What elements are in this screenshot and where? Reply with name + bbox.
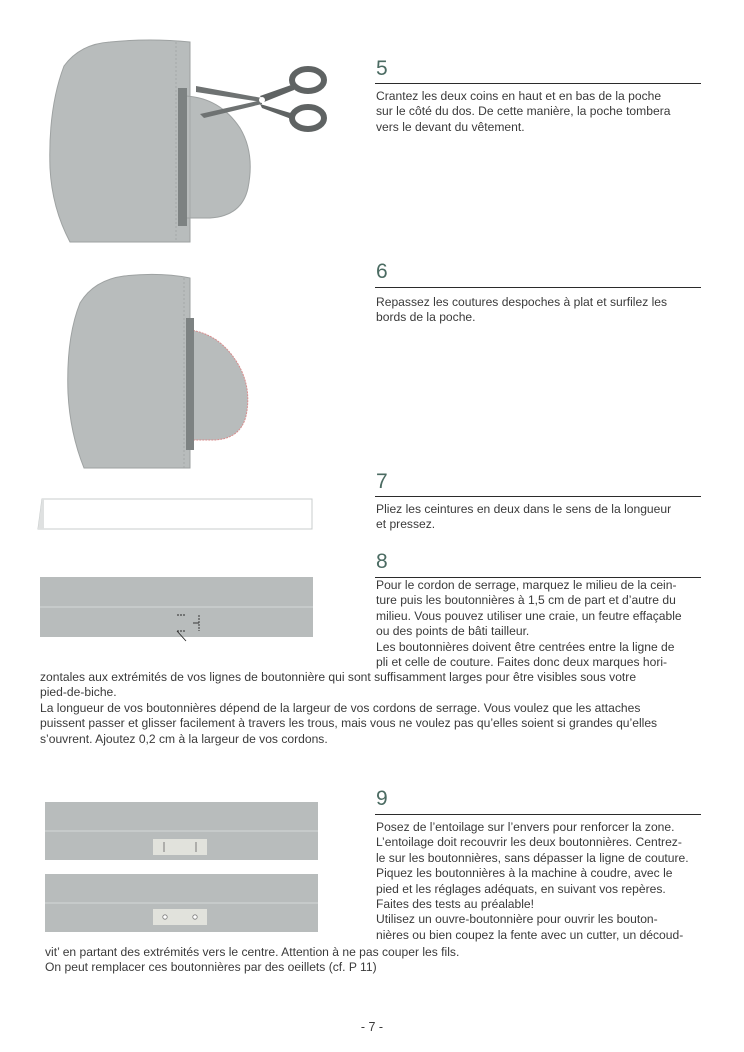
text-line: Utilisez un ouvre-boutonnière pour ouvrir les bouton-: [376, 912, 658, 927]
garment-panel: [68, 274, 190, 468]
step-6-text: [376, 295, 667, 326]
text-line: Les boutonnières doivent être centrées entre la ligne de: [376, 639, 675, 654]
text-line: Posez de l’entoilage sur l’envers pour renforcer la zone.: [376, 820, 675, 834]
step-8-text-full: [40, 670, 657, 747]
step-8-text-right: [376, 578, 682, 670]
text-line: pied et les réglages adéquats, en suivant vos repères.: [376, 881, 666, 896]
step-9-number: 9: [376, 787, 388, 810]
step-9-rule: [375, 814, 701, 815]
text-line: bords de la poche.: [376, 310, 476, 325]
illustration-step-9: [45, 802, 325, 942]
text-line: le sur les boutonnières, sans dépasser la ligne de couture.: [376, 850, 689, 865]
text-line: La longueur de vos boutonnières dépend de la largeur de vos cordons de serrage. Vous voulez que les attaches: [40, 700, 641, 715]
pocket-bag: [190, 330, 248, 440]
interfacing-patch: [153, 839, 207, 855]
folded-waistband: [38, 499, 312, 529]
text-line: et pressez.: [376, 517, 436, 532]
text-line: ou des points de bâti tailleur.: [376, 624, 530, 639]
text-line: vit’ en partant des extrémités vers le centre. Attention à ne pas couper les fils.: [45, 945, 460, 959]
text-line: milieu. Vous pouvez utiliser une craie, un feutre effaçable: [376, 608, 682, 623]
text-line: pli et celle de couture. Faites donc deux marques hori-: [376, 655, 668, 670]
text-line: Pliez les ceintures en deux dans le sens de la longueur: [376, 502, 672, 516]
text-line: nières ou bien coupez la fente avec un cutter, un découd-: [376, 927, 684, 942]
step-9-text-full: [45, 945, 459, 976]
step-7-number: 7: [376, 470, 388, 493]
step-6-rule: [375, 287, 701, 288]
step-7-text: [376, 502, 671, 533]
text-line: vers le devant du vêtement.: [376, 119, 525, 134]
text-line: sur le côté du dos. De cette manière, la poche tombera: [376, 104, 671, 119]
garment-panel: [50, 40, 190, 242]
text-line: Piquez les boutonnières à la machine à coudre, avec le: [376, 866, 673, 881]
page-number: - 7 -: [360, 1020, 384, 1034]
step-5-rule: [375, 83, 701, 84]
text-line: zontales aux extrémités de vos lignes de boutonnière qui sont suffisamment larges pour être visibles sous votre: [40, 670, 637, 684]
seam-allowance: [178, 88, 187, 226]
seam-allowance: [186, 318, 194, 450]
text-line: L’entoilage doit recouvrir les deux boutonnières. Centrez-: [376, 835, 682, 850]
step-6-number: 6: [376, 260, 388, 283]
illustration-step-7: [36, 497, 316, 533]
text-line: ture puis les boutonnières à 1,5 cm de part et d’autre du: [376, 593, 676, 608]
text-line: Faites des tests au préalable!: [376, 897, 534, 912]
step-7-rule: [375, 496, 701, 497]
illustration-step-5: [40, 38, 370, 248]
text-line: Pour le cordon de serrage, marquez le milieu de la cein-: [376, 578, 677, 592]
text-line: puissent passer et glisser facilement à travers les trous, mais vous ne voulez pas qu’elles soient si grandes qu’elles: [40, 716, 658, 731]
illustration-step-6: [60, 268, 280, 478]
step-5-text: [376, 89, 670, 135]
step-8-number: 8: [376, 550, 388, 573]
step-9-text-right: [376, 820, 689, 943]
text-line: s’ouvrent. Ajoutez 0,2 cm à la largeur de vos cordons.: [40, 731, 328, 746]
text-line: On peut remplacer ces boutonnières par des oeillets (cf. P 11): [45, 960, 377, 975]
interfacing-patch: [153, 909, 207, 925]
text-line: Repassez les coutures despoches à plat et surfilez les: [376, 295, 668, 309]
step-5-number: 5: [376, 57, 388, 80]
text-line: pied-de-biche.: [40, 685, 117, 700]
text-line: Crantez les deux coins en haut et en bas de la poche: [376, 89, 662, 103]
illustration-step-8: [40, 577, 320, 657]
